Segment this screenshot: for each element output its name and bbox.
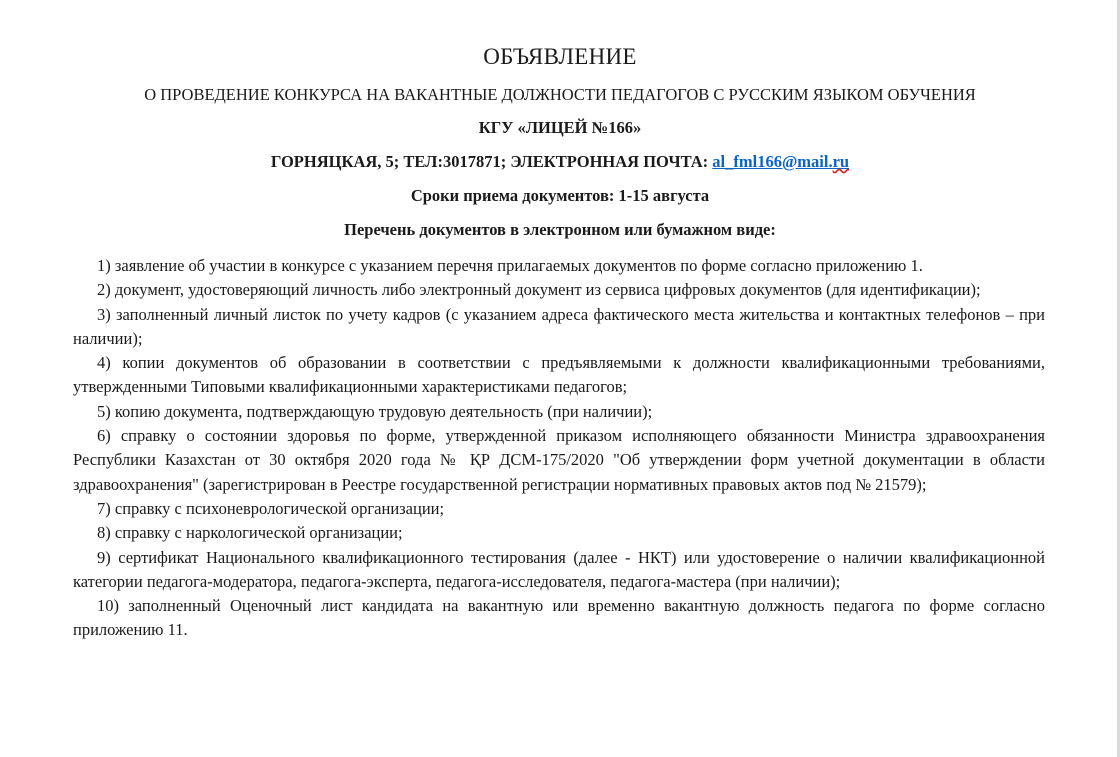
email-link-main: al_fml166@mail. xyxy=(712,152,833,171)
list-item-4: 4) копии документов об образовании в соответствии с предъявляемыми к должности квалификационными требованиями, утвержденными Типовыми квалификационными характеристиками педагогов; xyxy=(73,353,1045,397)
document-list xyxy=(73,254,1045,643)
list-item-6: 6) справку о состоянии здоровья по форме, утвержденной приказом исполняющего обязанности Министра здравоохранения Республики Казахстан от 30 октября 2020 года № ҚР ДСМ-175/2020 "Об утверждении форм учетной документации в области здравоохранения" (зарегистрирован в Реестре государственной регистрации нормативных правовых актов под № 21579); xyxy=(73,426,1045,494)
list-item-1: 1) заявление об участии в конкурсе с указанием перечня прилагаемых документов по форме согласно приложению 1. xyxy=(97,256,923,275)
list-item-3: 3) заполненный личный листок по учету кадров (с указанием адреса фактического места жительства и контактных телефонов – при наличии); xyxy=(73,304,1045,348)
deadline-line: Сроки приема документов: 1-15 августа xyxy=(410,186,710,205)
list-item-9: 9) сертификат Национального квалификационного тестирования (далее - НКТ) или удостоверение о наличии квалификационной категории педагога-модератора, педагога-эксперта, педагога-исследователя, педагога-мастера (при наличии); xyxy=(73,547,1045,591)
document-subtitle: О ПРОВЕДЕНИЕ КОНКУРСА НА ВАКАНТНЫЕ ДОЛЖНОСТИ ПЕДАГОГОВ С РУССКИМ ЯЗЫКОМ ОБУЧЕНИЯ xyxy=(144,85,976,104)
list-item-2: 2) документ, удостоверяющий личность либо электронный документ из сервиса цифровых документов (для идентификации); xyxy=(97,280,981,300)
document-list-heading: Перечень документов в электронном или бумажном виде: xyxy=(344,220,776,239)
document-title: ОБЪЯВЛЕНИЕ xyxy=(483,44,637,69)
contact-line xyxy=(0,152,1120,172)
contact-address-phone: ГОРНЯЦКАЯ, 5; ТЕЛ:3017871; ЭЛЕКТРОННАЯ ПОЧТА: xyxy=(270,152,713,171)
list-item-10: 10) заполненный Оценочный лист кандидата на вакантную или временно вакантную должность педагога по форме согласно приложению 11. xyxy=(73,596,1045,640)
list-item-5: 5) копию документа, подтверждающую трудовую деятельность (при наличии); xyxy=(97,401,653,421)
email-link[interactable] xyxy=(712,152,849,171)
list-item-7: 7) справку с психоневрологической организации; xyxy=(97,498,445,518)
list-item-8: 8) справку с наркологической организации; xyxy=(97,523,403,543)
school-name: КГУ «ЛИЦЕЙ №166» xyxy=(478,118,642,137)
email-link-suffix: ru xyxy=(832,152,850,171)
